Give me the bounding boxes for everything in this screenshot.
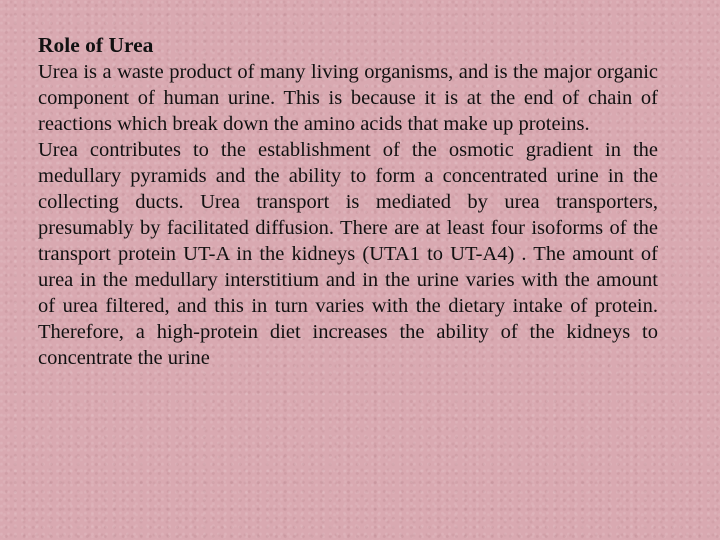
paragraph-urea-definition: Urea is a waste product of many living organisms, and is the major organic component of human urine. This is because it is at the end of chain of reactions which break down the amino acids that make up proteins. [38,61,658,135]
paragraph-urea-function: Urea contributes to the establishment of the osmotic gradient in the medullary pyramids and the ability to form a concentrated urine in the collecting ducts. Urea transport is mediated by urea transporters, presumably by facilitated diffusion. There are at least four isoforms of the transport protein UT-A in the kidneys (UTA1 to UT-A4) . The amount of urea in the medullary interstitium and in the urine varies with the amount of urea filtered, and this in turn varies with the dietary intake of protein. Therefore, a high-protein diet increases the ability of the kidneys to concentrate the urine [38,139,658,369]
slide-content [38,32,658,371]
slide-title: Role of Urea [38,33,154,57]
